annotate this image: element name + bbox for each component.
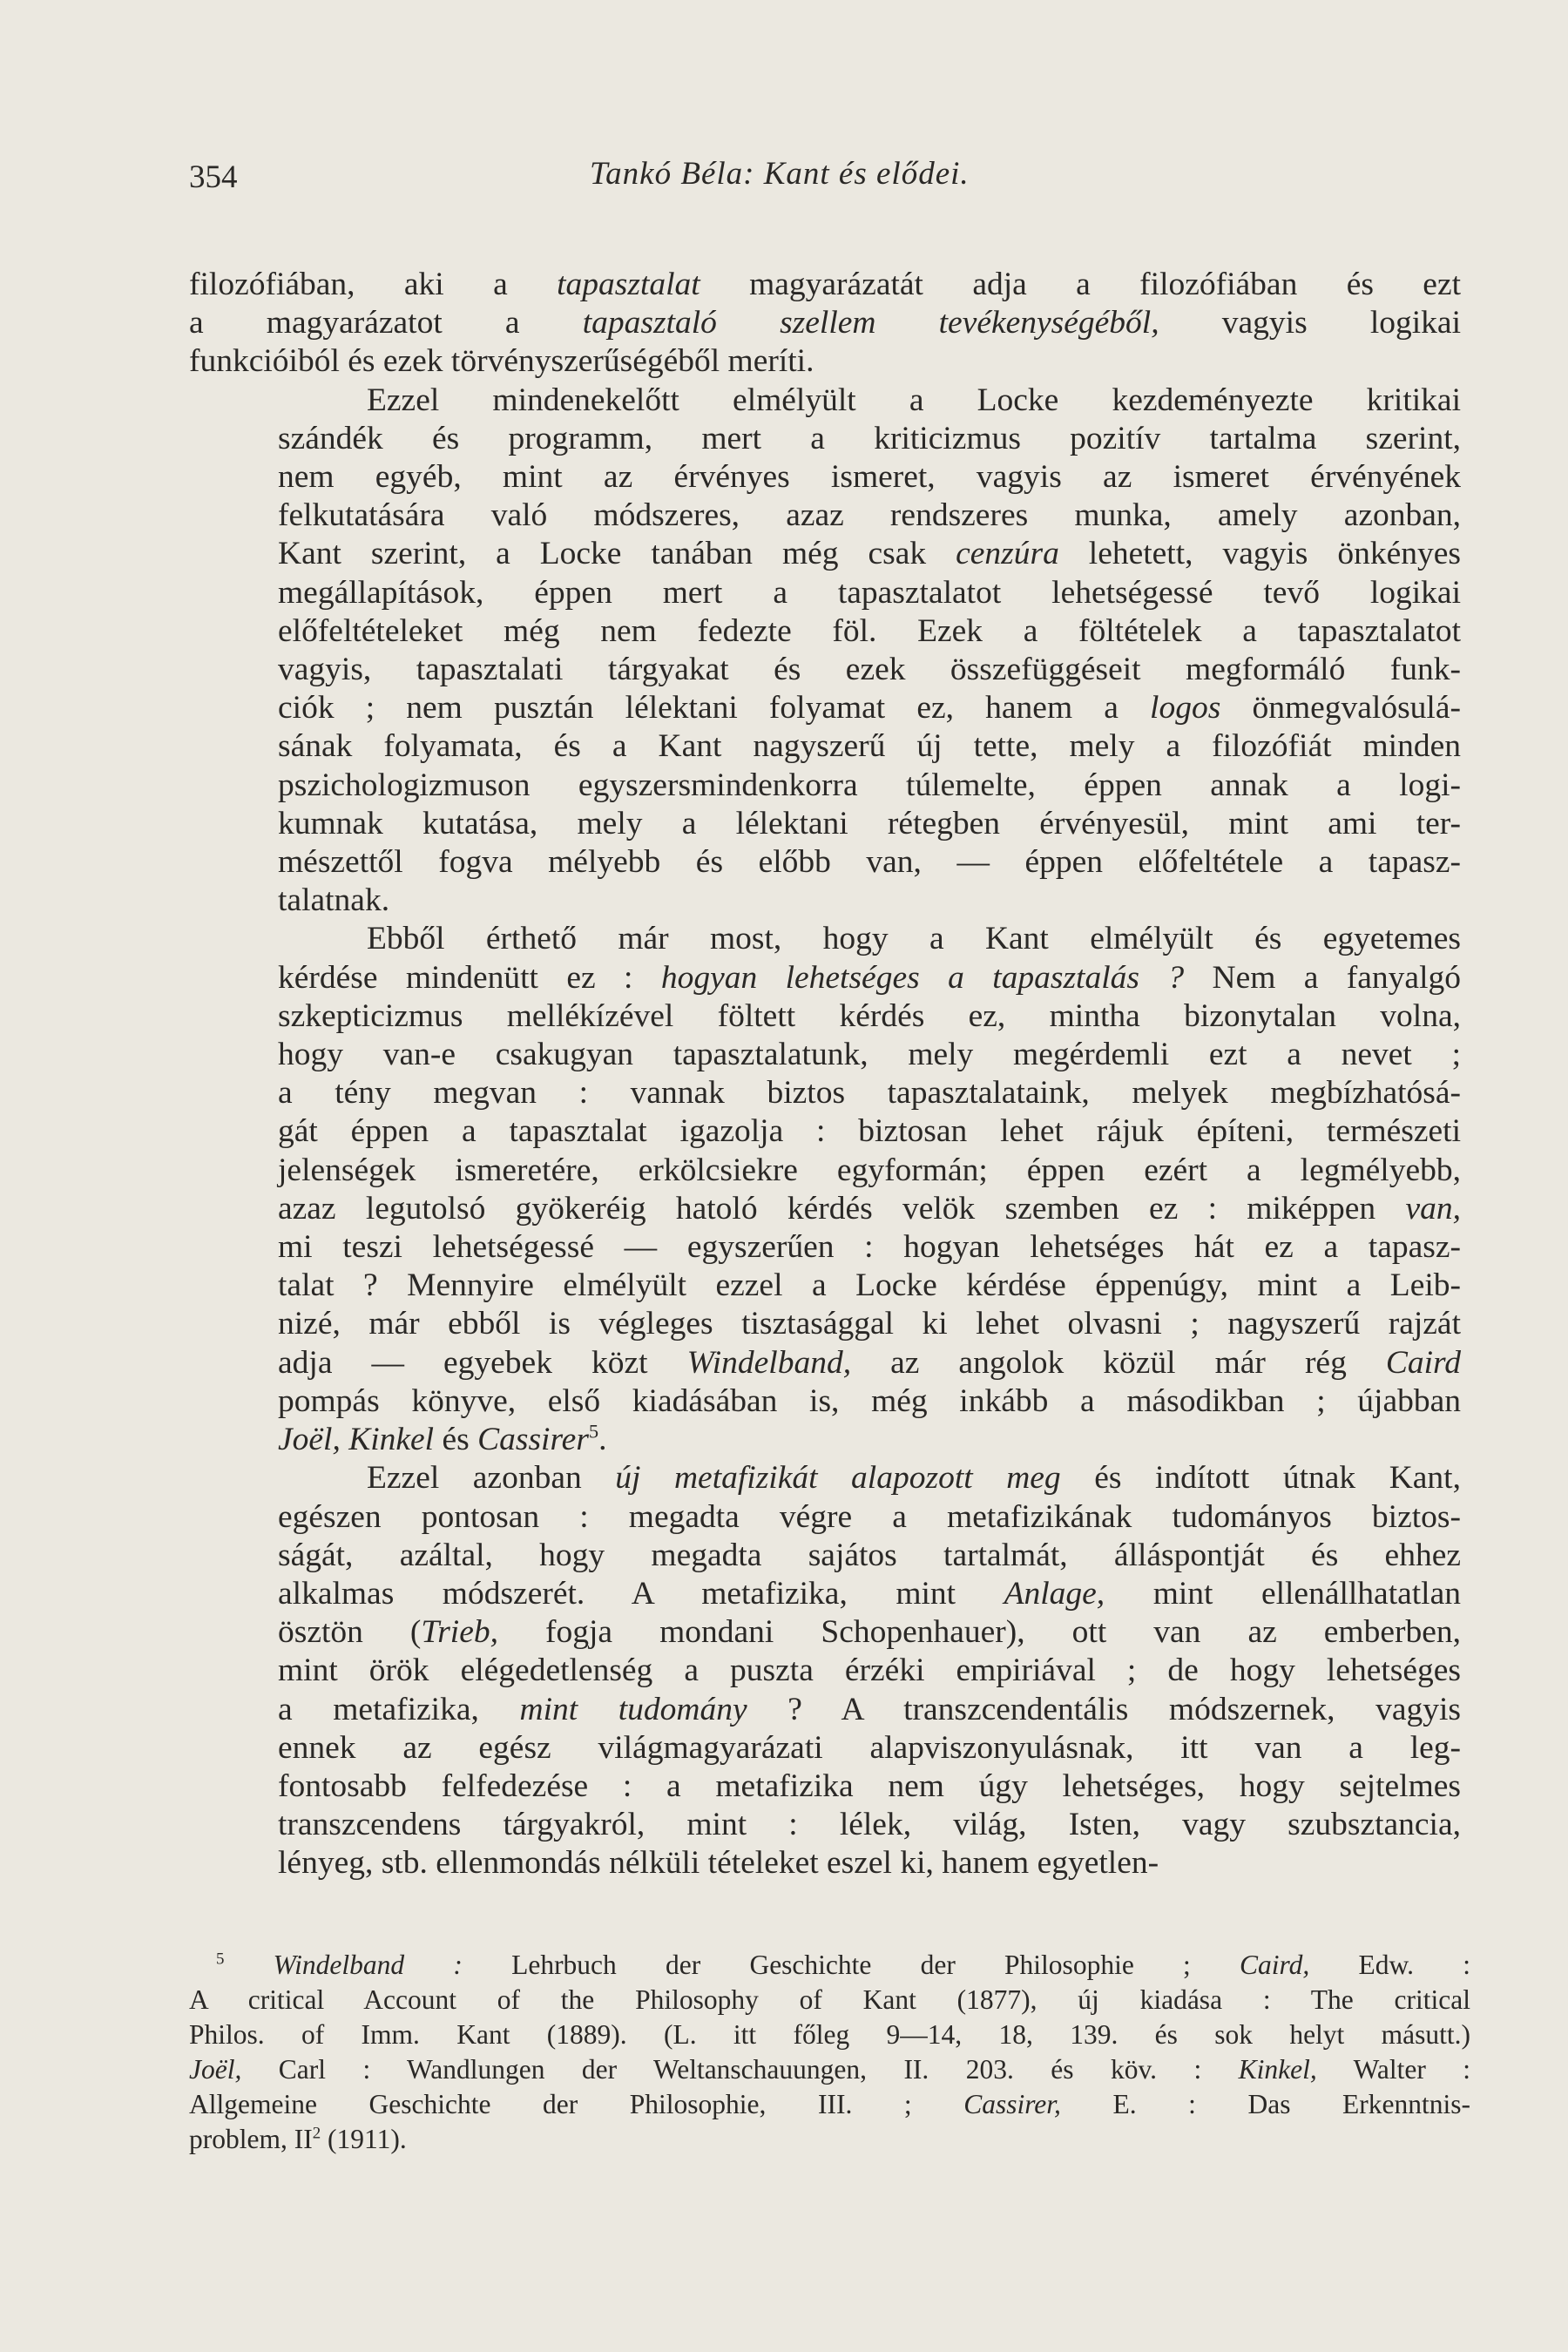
text-line [189,266,1461,304]
text-line [189,1267,1461,1305]
text-run [224,1950,273,1980]
text-line [189,612,1461,651]
text-line [189,805,1461,843]
text-run: Ebből érthető már most, hogy a Kant elmélyült és egyetemes [367,921,1461,957]
text-run: mint örök elégedetlenség a puszta érzéki empiriával ; de hogy lehetséges [278,1652,1461,1689]
text-run: ciók ; nem pusztán lélektani folyamat ez, hanem a [278,690,1151,727]
text-line [189,959,1461,997]
emphasis-text: Anlage, [1004,1575,1105,1612]
text-run: pszichologizmuson egyszersmindenkorra túlemelte, éppen annak a logi- [278,767,1461,803]
footnote-reference: 5 [216,1950,225,1969]
text-run: gát éppen a tapasztalat igazolja : biztosan lehet rájuk építeni, természeti [278,1113,1461,1150]
emphasis-text: Joël, Kinkel [278,1422,435,1458]
text-line [189,1036,1461,1074]
text-line [189,304,1461,342]
text-line [189,1575,1461,1613]
text-run: pompás könyve, első kiadásában is, még inkább a másodikban ; újabban [278,1382,1461,1419]
text-run: ? A transzcendentális módszernek, vagyis [747,1691,1461,1727]
text-run: a magyarázatot a [189,305,583,341]
text-line [189,1152,1461,1190]
text-run: nizé, már ebből is végleges tisztasággal ki lehet olvasni ; nagyszerű rajzát [278,1306,1461,1342]
text-run: Ezzel azonban [367,1460,616,1497]
main-text [189,266,1461,1883]
text-line [189,1806,1461,1844]
text-run: alkalmas módszerét. A metafizika, mint [278,1575,1004,1612]
emphasis-text: Caird, [1240,1950,1310,1980]
text-run: az angolok közül már rég [851,1344,1386,1381]
paragraph [189,382,1461,921]
text-line [189,651,1461,689]
text-run: fogja mondani Schopenhauer), ott van az emberben, [498,1614,1461,1651]
text-run: talatnak. [278,882,390,919]
page-header [189,148,1461,200]
page-number: 354 [189,159,238,195]
text-run: a metafizika, [278,1691,520,1727]
text-run: E. : Das Erkenntnis- [1060,2089,1470,2119]
text-line [189,458,1461,497]
text-line [189,767,1461,805]
text-run: megállapítások, éppen mert a tapasztalatot lehetségessé tevő logikai [278,574,1461,611]
text-line [189,920,1461,958]
emphasis-text: Joël, [189,2054,242,2085]
text-run: mészettől fogva mélyebb és előbb van, — éppen előfeltétele a tapasz- [278,844,1461,881]
text-line [189,1344,1461,1382]
text-run: előfeltételeket még nem fedezte föl. Ezek a föltételek a tapasztalatot [278,612,1461,649]
text-line [189,1691,1461,1729]
emphasis-text: Trieb, [421,1614,498,1651]
footnote-line [189,2122,1470,2157]
text-run: ösztön ( [278,1614,422,1651]
text-line [189,1729,1461,1767]
text-line [189,997,1461,1036]
running-title: Tankó Béla: Kant és elődei. [590,156,970,192]
text-run: szkepticizmus mellékízével föltett kérdés ez, mintha bizonytalan volna, [278,997,1461,1034]
text-line [189,574,1461,612]
paragraph [189,920,1461,1459]
text-run: Ezzel mindenekelőtt elmélyült a Locke kezdeményezte kritikai [367,382,1461,418]
emphasis-text: Cassirer [477,1422,589,1458]
footnote-line [189,2087,1470,2122]
text-line [189,1074,1461,1112]
text-run: (1911). [321,2124,407,2154]
text-run: A critical Account of the Philosophy of Kant (1877), új kiadása : The critical [189,1984,1470,2015]
text-line [189,1652,1461,1690]
text-run: és indított útnak Kant, [1060,1460,1461,1497]
text-run: filozófiában, aki a [189,267,558,302]
text-run: funkcióiból és ezek törvényszerűségéből meríti. [189,343,814,380]
text-line [189,1767,1461,1806]
text-run: sának folyamata, és a Kant nagyszerű új tette, mely a filozófiát minden [278,728,1461,765]
footnote-line [189,1983,1470,2017]
text-line [189,1613,1461,1652]
footnote-reference: 2 [312,2124,321,2143]
footnote-line [216,1948,1470,1983]
text-run: kérdése mindenütt ez : [278,959,661,996]
text-run: lényeg, stb. ellenmondás nélküli tételeket eszel ki, hanem egyetlen- [278,1845,1159,1882]
text-run: vagyis, tapasztalati tárgyakat és ezek összefüggéseit megformáló funk- [278,652,1461,688]
text-run: transzcendens tárgyakról, mint : lélek, világ, Isten, vagy szubsztancia, [278,1807,1461,1843]
text-run: Walter : [1316,2054,1470,2085]
emphasis-text: hogyan lehetséges a tapasztalás ? [660,959,1185,996]
footnotes [189,1948,1470,2157]
text-run: önmegvalósulá- [1220,690,1461,727]
emphasis-text: Kinkel, [1238,2054,1317,2085]
text-line [189,1112,1461,1151]
text-line [189,1382,1461,1421]
text-run: Edw. : [1309,1950,1470,1980]
text-line [189,497,1461,535]
text-run: talat ? Mennyire elmélyült ezzel a Locke kérdése éppenúgy, mint a Leib- [278,1267,1461,1304]
text-run: Carl : Wandlungen der Weltanschauungen, II. 203. és köv. : [241,2054,1239,2085]
emphasis-text: Windelband : [273,1950,463,1980]
text-run: azaz legutolsó gyökeréig hatoló kérdés velök szemben ez : miképpen [278,1190,1406,1227]
text-line [189,1305,1461,1343]
text-run: Lehrbuch der Geschichte der Philosophie ; [462,1950,1240,1980]
emphasis-text: van, [1405,1190,1461,1227]
footnote-line [189,2052,1470,2087]
text-run: és [434,1422,478,1458]
text-line [189,1190,1461,1228]
text-line [189,420,1461,458]
text-run: magyarázatát adja a filozófiában és ezt [700,267,1462,302]
text-line [189,843,1461,882]
emphasis-text: tapasztalat [557,267,700,302]
text-run: fontosabb felfedezése : a metafizika nem úgy lehetséges, hogy sejtelmes [278,1767,1461,1804]
text-run: problem, II [189,2124,313,2154]
emphasis-text: új metafizikát alapozott meg [615,1460,1061,1497]
emphasis-text: Cassirer, [963,2089,1061,2119]
text-line [189,342,1461,381]
text-run: Philos. of Imm. Kant (1889). (L. itt főleg 9—14, 18, 139. és sok helyt másutt.) [189,2019,1470,2050]
text-run: felkutatására való módszeres, azaz rendszeres munka, amely azonban, [278,497,1461,534]
text-run: Kant szerint, a Locke tanában még csak [278,536,956,572]
emphasis-text: logos [1150,690,1221,727]
emphasis-text: mint tudomány [519,1691,747,1727]
text-run: ságát, azáltal, hogy megadta sajátos tartalmát, álláspontját és ehhez [278,1537,1461,1573]
paragraph [189,1459,1461,1882]
text-run: a tény megvan : vannak biztos tapasztalataink, melyek megbízhatósá- [278,1075,1461,1112]
footnote-reference: 5 [588,1420,599,1443]
text-line [189,1228,1461,1267]
text-run: mint ellenállhatatlan [1105,1575,1461,1612]
footnote-line [189,2017,1470,2052]
text-run: adja — egyebek közt [278,1344,687,1381]
text-run: Nem a fanyalgó [1184,959,1461,996]
text-line [189,727,1461,766]
text-line [189,1844,1461,1882]
paragraph [189,266,1461,382]
text-run: mi teszi lehetségessé — egyszerűen : hogyan lehetséges hát ez a tapasz- [278,1229,1461,1266]
text-run: vagyis logikai [1159,305,1461,341]
text-run: jelenségek ismeretére, erkölcsiekre egyformán; éppen ezért a legmélyebb, [278,1152,1461,1188]
emphasis-text: tapasztaló szellem tevékenységéből, [582,305,1159,341]
text-run: hogy van-e csakugyan tapasztalatunk, mely megérdemli ezt a nevet ; [278,1037,1461,1073]
text-run: Allgemeine Geschichte der Philosophie, III. ; [189,2089,964,2119]
text-run: lehetett, vagyis önkényes [1058,536,1461,572]
text-run: ennek az egész világmagyarázati alapviszonyulásnak, itt van a leg- [278,1729,1461,1766]
emphasis-text: Windelband, [686,1344,852,1381]
text-line [189,1421,1461,1459]
text-line [189,1498,1461,1537]
text-line [189,1459,1461,1497]
text-run: egészen pontosan : megadta végre a metafizikának tudományos biztos- [278,1498,1461,1535]
text-run: kumnak kutatása, mely a lélektani rétegben érvényesül, mint ami ter- [278,805,1461,841]
text-line [189,689,1461,727]
text-line [189,382,1461,420]
text-line [189,882,1461,920]
text-run: nem egyéb, mint az érvényes ismeret, vagyis az ismeret érvényének [278,459,1461,496]
emphasis-text: Caird [1385,1344,1461,1381]
text-run: . [598,1422,607,1458]
text-line [189,535,1461,573]
emphasis-text: cenzúra [956,536,1059,572]
text-run: szándék és programm, mert a kriticizmus pozitív tartalma szerint, [278,420,1461,456]
text-line [189,1537,1461,1575]
